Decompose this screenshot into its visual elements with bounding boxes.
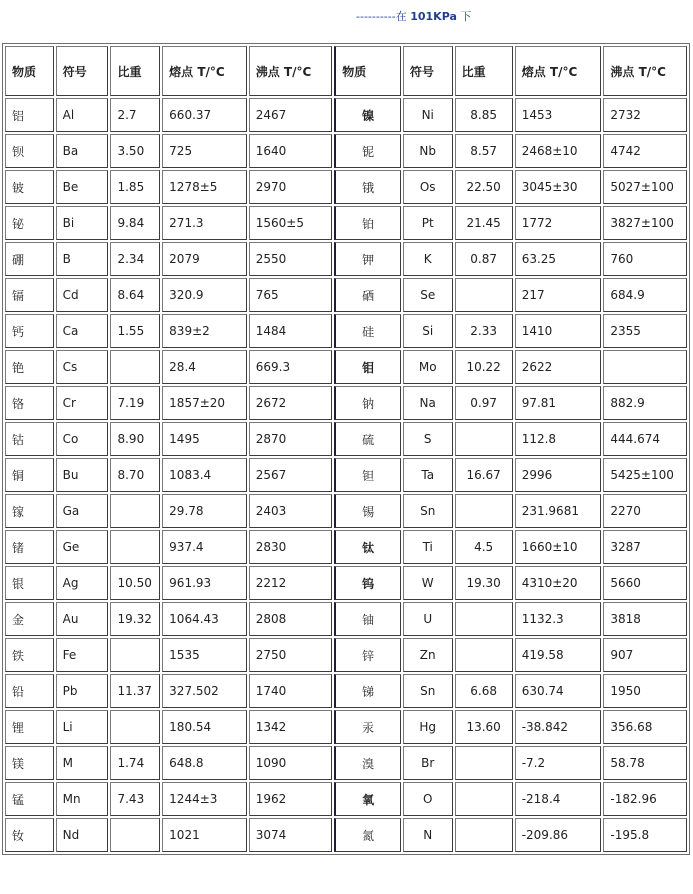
table-row bbox=[5, 602, 687, 636]
cell-boiling-point-2: 2270 bbox=[603, 494, 687, 528]
cell-substance: 钙 bbox=[5, 314, 54, 348]
cell-boiling-point: 3074 bbox=[249, 818, 333, 852]
cell-substance-2: 溴 bbox=[334, 746, 401, 780]
cell-melting-point: 725 bbox=[162, 134, 247, 168]
cell-boiling-point-2: 3827±100 bbox=[603, 206, 687, 240]
cell-symbol: Pb bbox=[56, 674, 109, 708]
cell-boiling-point-2: 58.78 bbox=[603, 746, 687, 780]
cell-substance-2: 钛 bbox=[334, 530, 401, 564]
cell-symbol: Ag bbox=[56, 566, 109, 600]
cell-symbol-2: Ti bbox=[403, 530, 453, 564]
cell-melting-point: 320.9 bbox=[162, 278, 247, 312]
cell-substance-2: 钨 bbox=[334, 566, 401, 600]
cell-melting-point-2: 1772 bbox=[515, 206, 602, 240]
cell-boiling-point-2: 3818 bbox=[603, 602, 687, 636]
cell-density bbox=[110, 710, 160, 744]
cell-density: 2.7 bbox=[110, 98, 160, 132]
header-col-boiling-point-2: 沸点 T/°C bbox=[603, 46, 687, 96]
cell-boiling-point: 1342 bbox=[249, 710, 333, 744]
cell-melting-point: 327.502 bbox=[162, 674, 247, 708]
cell-symbol: Ge bbox=[56, 530, 109, 564]
cell-boiling-point: 2403 bbox=[249, 494, 333, 528]
cell-substance-2: 锌 bbox=[334, 638, 401, 672]
header-col-density-2: 比重 bbox=[455, 46, 513, 96]
cell-substance: 硼 bbox=[5, 242, 54, 276]
cell-boiling-point: 2212 bbox=[249, 566, 333, 600]
cell-density bbox=[110, 350, 160, 384]
header-row bbox=[5, 46, 687, 96]
cell-symbol-2: Ni bbox=[403, 98, 453, 132]
cell-density-2: 16.67 bbox=[455, 458, 513, 492]
cell-melting-point-2: 97.81 bbox=[515, 386, 602, 420]
cell-melting-point-2: 1660±10 bbox=[515, 530, 602, 564]
cell-boiling-point: 1090 bbox=[249, 746, 333, 780]
cell-symbol: Co bbox=[56, 422, 109, 456]
cell-substance-2: 氮 bbox=[334, 818, 401, 852]
cell-melting-point-2: 1453 bbox=[515, 98, 602, 132]
cell-symbol-2: O bbox=[403, 782, 453, 816]
cell-boiling-point: 765 bbox=[249, 278, 333, 312]
cell-density-2 bbox=[455, 602, 513, 636]
cell-density: 8.64 bbox=[110, 278, 160, 312]
table-row bbox=[5, 494, 687, 528]
cell-symbol: Ca bbox=[56, 314, 109, 348]
cell-boiling-point-2: 5425±100 bbox=[603, 458, 687, 492]
cell-density-2: 4.5 bbox=[455, 530, 513, 564]
cell-boiling-point: 2970 bbox=[249, 170, 333, 204]
cell-boiling-point-2: 907 bbox=[603, 638, 687, 672]
cell-melting-point-2: 112.8 bbox=[515, 422, 602, 456]
table-row bbox=[5, 98, 687, 132]
cell-melting-point: 271.3 bbox=[162, 206, 247, 240]
cell-density: 19.32 bbox=[110, 602, 160, 636]
cell-symbol: Li bbox=[56, 710, 109, 744]
table-row bbox=[5, 386, 687, 420]
cell-melting-point: 2079 bbox=[162, 242, 247, 276]
cell-boiling-point-2: 5027±100 bbox=[603, 170, 687, 204]
cell-symbol: Bi bbox=[56, 206, 109, 240]
cell-substance-2: 铌 bbox=[334, 134, 401, 168]
note-pressure-value: 101KPa bbox=[410, 10, 457, 23]
cell-melting-point: 1278±5 bbox=[162, 170, 247, 204]
cell-symbol-2: Zn bbox=[403, 638, 453, 672]
cell-symbol: Au bbox=[56, 602, 109, 636]
cell-melting-point: 180.54 bbox=[162, 710, 247, 744]
table-row bbox=[5, 242, 687, 276]
cell-melting-point: 1083.4 bbox=[162, 458, 247, 492]
cell-substance: 镓 bbox=[5, 494, 54, 528]
cell-symbol: Ba bbox=[56, 134, 109, 168]
cell-symbol: Cr bbox=[56, 386, 109, 420]
table-row bbox=[5, 710, 687, 744]
table-row bbox=[5, 350, 687, 384]
cell-melting-point-2: 2996 bbox=[515, 458, 602, 492]
cell-density: 7.19 bbox=[110, 386, 160, 420]
cell-symbol: Nd bbox=[56, 818, 109, 852]
table-body bbox=[5, 98, 687, 852]
cell-symbol: Be bbox=[56, 170, 109, 204]
cell-substance: 铯 bbox=[5, 350, 54, 384]
cell-substance-2: 铀 bbox=[334, 602, 401, 636]
cell-substance: 铬 bbox=[5, 386, 54, 420]
cell-boiling-point: 1560±5 bbox=[249, 206, 333, 240]
cell-boiling-point: 2870 bbox=[249, 422, 333, 456]
cell-symbol-2: W bbox=[403, 566, 453, 600]
cell-density: 10.50 bbox=[110, 566, 160, 600]
cell-melting-point-2: 3045±30 bbox=[515, 170, 602, 204]
table-row bbox=[5, 638, 687, 672]
cell-symbol-2: Se bbox=[403, 278, 453, 312]
cell-symbol: Mn bbox=[56, 782, 109, 816]
cell-density-2: 21.45 bbox=[455, 206, 513, 240]
cell-boiling-point-2: 5660 bbox=[603, 566, 687, 600]
cell-symbol-2: Sn bbox=[403, 494, 453, 528]
table-row bbox=[5, 170, 687, 204]
cell-melting-point: 648.8 bbox=[162, 746, 247, 780]
cell-symbol-2: N bbox=[403, 818, 453, 852]
cell-symbol: Cd bbox=[56, 278, 109, 312]
cell-melting-point-2: 2468±10 bbox=[515, 134, 602, 168]
cell-density bbox=[110, 494, 160, 528]
cell-substance-2: 镍 bbox=[334, 98, 401, 132]
cell-density-2: 2.33 bbox=[455, 314, 513, 348]
cell-symbol: Bu bbox=[56, 458, 109, 492]
cell-symbol: Al bbox=[56, 98, 109, 132]
cell-melting-point-2: -218.4 bbox=[515, 782, 602, 816]
cell-substance: 锰 bbox=[5, 782, 54, 816]
header-col-boiling-point: 沸点 T/°C bbox=[249, 46, 333, 96]
cell-density bbox=[110, 638, 160, 672]
table-row bbox=[5, 566, 687, 600]
cell-melting-point-2: 217 bbox=[515, 278, 602, 312]
cell-melting-point: 1021 bbox=[162, 818, 247, 852]
header-col-symbol-2: 符号 bbox=[403, 46, 453, 96]
cell-symbol: B bbox=[56, 242, 109, 276]
cell-substance: 钴 bbox=[5, 422, 54, 456]
cell-melting-point-2: 231.9681 bbox=[515, 494, 602, 528]
cell-boiling-point-2 bbox=[603, 350, 687, 384]
cell-symbol-2: S bbox=[403, 422, 453, 456]
cell-density: 11.37 bbox=[110, 674, 160, 708]
cell-symbol-2: Hg bbox=[403, 710, 453, 744]
table-row bbox=[5, 746, 687, 780]
cell-substance: 银 bbox=[5, 566, 54, 600]
cell-density: 1.85 bbox=[110, 170, 160, 204]
cell-boiling-point-2: 3287 bbox=[603, 530, 687, 564]
cell-boiling-point-2: 1950 bbox=[603, 674, 687, 708]
cell-substance-2: 钼 bbox=[334, 350, 401, 384]
cell-symbol: M bbox=[56, 746, 109, 780]
cell-substance: 镉 bbox=[5, 278, 54, 312]
cell-boiling-point: 669.3 bbox=[249, 350, 333, 384]
cell-substance-2: 铂 bbox=[334, 206, 401, 240]
cell-melting-point: 1495 bbox=[162, 422, 247, 456]
cell-density-2: 8.85 bbox=[455, 98, 513, 132]
cell-melting-point-2: 4310±20 bbox=[515, 566, 602, 600]
cell-boiling-point-2: -195.8 bbox=[603, 818, 687, 852]
cell-substance: 铅 bbox=[5, 674, 54, 708]
cell-symbol-2: Os bbox=[403, 170, 453, 204]
cell-melting-point: 29.78 bbox=[162, 494, 247, 528]
cell-symbol: Fe bbox=[56, 638, 109, 672]
cell-substance-2: 钠 bbox=[334, 386, 401, 420]
cell-density-2 bbox=[455, 782, 513, 816]
cell-density bbox=[110, 530, 160, 564]
cell-melting-point-2: 419.58 bbox=[515, 638, 602, 672]
cell-density: 8.90 bbox=[110, 422, 160, 456]
cell-symbol-2: Na bbox=[403, 386, 453, 420]
table-row bbox=[5, 818, 687, 852]
element-properties-table bbox=[2, 43, 690, 855]
note-prefix: ----------在 bbox=[356, 10, 411, 23]
cell-substance: 铜 bbox=[5, 458, 54, 492]
cell-symbol-2: Pt bbox=[403, 206, 453, 240]
cell-boiling-point-2: 2355 bbox=[603, 314, 687, 348]
header-col-melting-point-2: 熔点 T/°C bbox=[515, 46, 602, 96]
cell-density: 1.74 bbox=[110, 746, 160, 780]
cell-boiling-point: 1962 bbox=[249, 782, 333, 816]
cell-substance-2: 氧 bbox=[334, 782, 401, 816]
header-col-substance: 物质 bbox=[5, 46, 54, 96]
header-col-density: 比重 bbox=[110, 46, 160, 96]
cell-density-2 bbox=[455, 422, 513, 456]
cell-boiling-point: 2567 bbox=[249, 458, 333, 492]
cell-boiling-point-2: 356.68 bbox=[603, 710, 687, 744]
cell-melting-point: 1857±20 bbox=[162, 386, 247, 420]
pressure-note bbox=[356, 8, 471, 24]
cell-substance: 铝 bbox=[5, 98, 54, 132]
cell-melting-point: 961.93 bbox=[162, 566, 247, 600]
cell-boiling-point-2: 4742 bbox=[603, 134, 687, 168]
table-row bbox=[5, 458, 687, 492]
cell-substance-2: 硒 bbox=[334, 278, 401, 312]
table-row bbox=[5, 530, 687, 564]
table-row bbox=[5, 314, 687, 348]
cell-melting-point-2: -209.86 bbox=[515, 818, 602, 852]
cell-melting-point-2: 1132.3 bbox=[515, 602, 602, 636]
header-col-substance-2: 物质 bbox=[334, 46, 401, 96]
cell-substance-2: 钾 bbox=[334, 242, 401, 276]
cell-substance: 钕 bbox=[5, 818, 54, 852]
cell-melting-point: 1064.43 bbox=[162, 602, 247, 636]
cell-density-2 bbox=[455, 638, 513, 672]
cell-density-2: 0.97 bbox=[455, 386, 513, 420]
cell-substance-2: 汞 bbox=[334, 710, 401, 744]
cell-symbol-2: Ta bbox=[403, 458, 453, 492]
cell-density: 7.43 bbox=[110, 782, 160, 816]
cell-density-2: 0.87 bbox=[455, 242, 513, 276]
table-row bbox=[5, 206, 687, 240]
cell-boiling-point: 1740 bbox=[249, 674, 333, 708]
cell-density-2: 8.57 bbox=[455, 134, 513, 168]
cell-substance: 锂 bbox=[5, 710, 54, 744]
cell-substance-2: 锑 bbox=[334, 674, 401, 708]
cell-melting-point-2: 63.25 bbox=[515, 242, 602, 276]
table-row bbox=[5, 782, 687, 816]
cell-melting-point-2: 2622 bbox=[515, 350, 602, 384]
cell-symbol: Ga bbox=[56, 494, 109, 528]
cell-melting-point-2: 1410 bbox=[515, 314, 602, 348]
cell-substance: 镁 bbox=[5, 746, 54, 780]
cell-density-2: 13.60 bbox=[455, 710, 513, 744]
cell-symbol-2: U bbox=[403, 602, 453, 636]
cell-density-2: 10.22 bbox=[455, 350, 513, 384]
cell-melting-point-2: -7.2 bbox=[515, 746, 602, 780]
cell-density-2: 22.50 bbox=[455, 170, 513, 204]
header-col-symbol: 符号 bbox=[56, 46, 109, 96]
table-row bbox=[5, 422, 687, 456]
cell-symbol-2: Br bbox=[403, 746, 453, 780]
cell-boiling-point: 1484 bbox=[249, 314, 333, 348]
cell-boiling-point-2: 882.9 bbox=[603, 386, 687, 420]
cell-density-2 bbox=[455, 494, 513, 528]
cell-density-2: 6.68 bbox=[455, 674, 513, 708]
table-row bbox=[5, 278, 687, 312]
cell-symbol-2: Nb bbox=[403, 134, 453, 168]
cell-boiling-point: 2830 bbox=[249, 530, 333, 564]
table-row bbox=[5, 134, 687, 168]
cell-substance: 锗 bbox=[5, 530, 54, 564]
header-col-melting-point: 熔点 T/°C bbox=[162, 46, 247, 96]
cell-melting-point: 1244±3 bbox=[162, 782, 247, 816]
cell-substance: 金 bbox=[5, 602, 54, 636]
cell-boiling-point: 2550 bbox=[249, 242, 333, 276]
cell-substance: 铋 bbox=[5, 206, 54, 240]
cell-substance-2: 硫 bbox=[334, 422, 401, 456]
cell-boiling-point-2: 760 bbox=[603, 242, 687, 276]
cell-substance-2: 钽 bbox=[334, 458, 401, 492]
cell-melting-point: 937.4 bbox=[162, 530, 247, 564]
cell-density: 1.55 bbox=[110, 314, 160, 348]
cell-boiling-point: 2672 bbox=[249, 386, 333, 420]
cell-substance: 钡 bbox=[5, 134, 54, 168]
cell-boiling-point: 2750 bbox=[249, 638, 333, 672]
cell-melting-point: 839±2 bbox=[162, 314, 247, 348]
table-row bbox=[5, 674, 687, 708]
cell-melting-point: 660.37 bbox=[162, 98, 247, 132]
cell-density-2 bbox=[455, 818, 513, 852]
cell-density: 3.50 bbox=[110, 134, 160, 168]
cell-melting-point: 28.4 bbox=[162, 350, 247, 384]
cell-substance-2: 锡 bbox=[334, 494, 401, 528]
cell-boiling-point-2: -182.96 bbox=[603, 782, 687, 816]
cell-density-2 bbox=[455, 278, 513, 312]
cell-boiling-point: 2467 bbox=[249, 98, 333, 132]
cell-density: 9.84 bbox=[110, 206, 160, 240]
cell-density-2: 19.30 bbox=[455, 566, 513, 600]
cell-substance: 铍 bbox=[5, 170, 54, 204]
cell-density bbox=[110, 818, 160, 852]
cell-density-2 bbox=[455, 746, 513, 780]
cell-substance-2: 锇 bbox=[334, 170, 401, 204]
cell-boiling-point-2: 444.674 bbox=[603, 422, 687, 456]
cell-substance-2: 硅 bbox=[334, 314, 401, 348]
cell-melting-point-2: -38.842 bbox=[515, 710, 602, 744]
cell-symbol-2: Si bbox=[403, 314, 453, 348]
cell-density: 2.34 bbox=[110, 242, 160, 276]
cell-boiling-point-2: 2732 bbox=[603, 98, 687, 132]
cell-symbol-2: K bbox=[403, 242, 453, 276]
note-suffix: 下 bbox=[456, 10, 472, 23]
cell-melting-point: 1535 bbox=[162, 638, 247, 672]
cell-symbol: Cs bbox=[56, 350, 109, 384]
cell-boiling-point: 2808 bbox=[249, 602, 333, 636]
cell-melting-point-2: 630.74 bbox=[515, 674, 602, 708]
cell-substance: 铁 bbox=[5, 638, 54, 672]
cell-density: 8.70 bbox=[110, 458, 160, 492]
cell-boiling-point: 1640 bbox=[249, 134, 333, 168]
cell-symbol-2: Mo bbox=[403, 350, 453, 384]
cell-symbol-2: Sn bbox=[403, 674, 453, 708]
cell-boiling-point-2: 684.9 bbox=[603, 278, 687, 312]
